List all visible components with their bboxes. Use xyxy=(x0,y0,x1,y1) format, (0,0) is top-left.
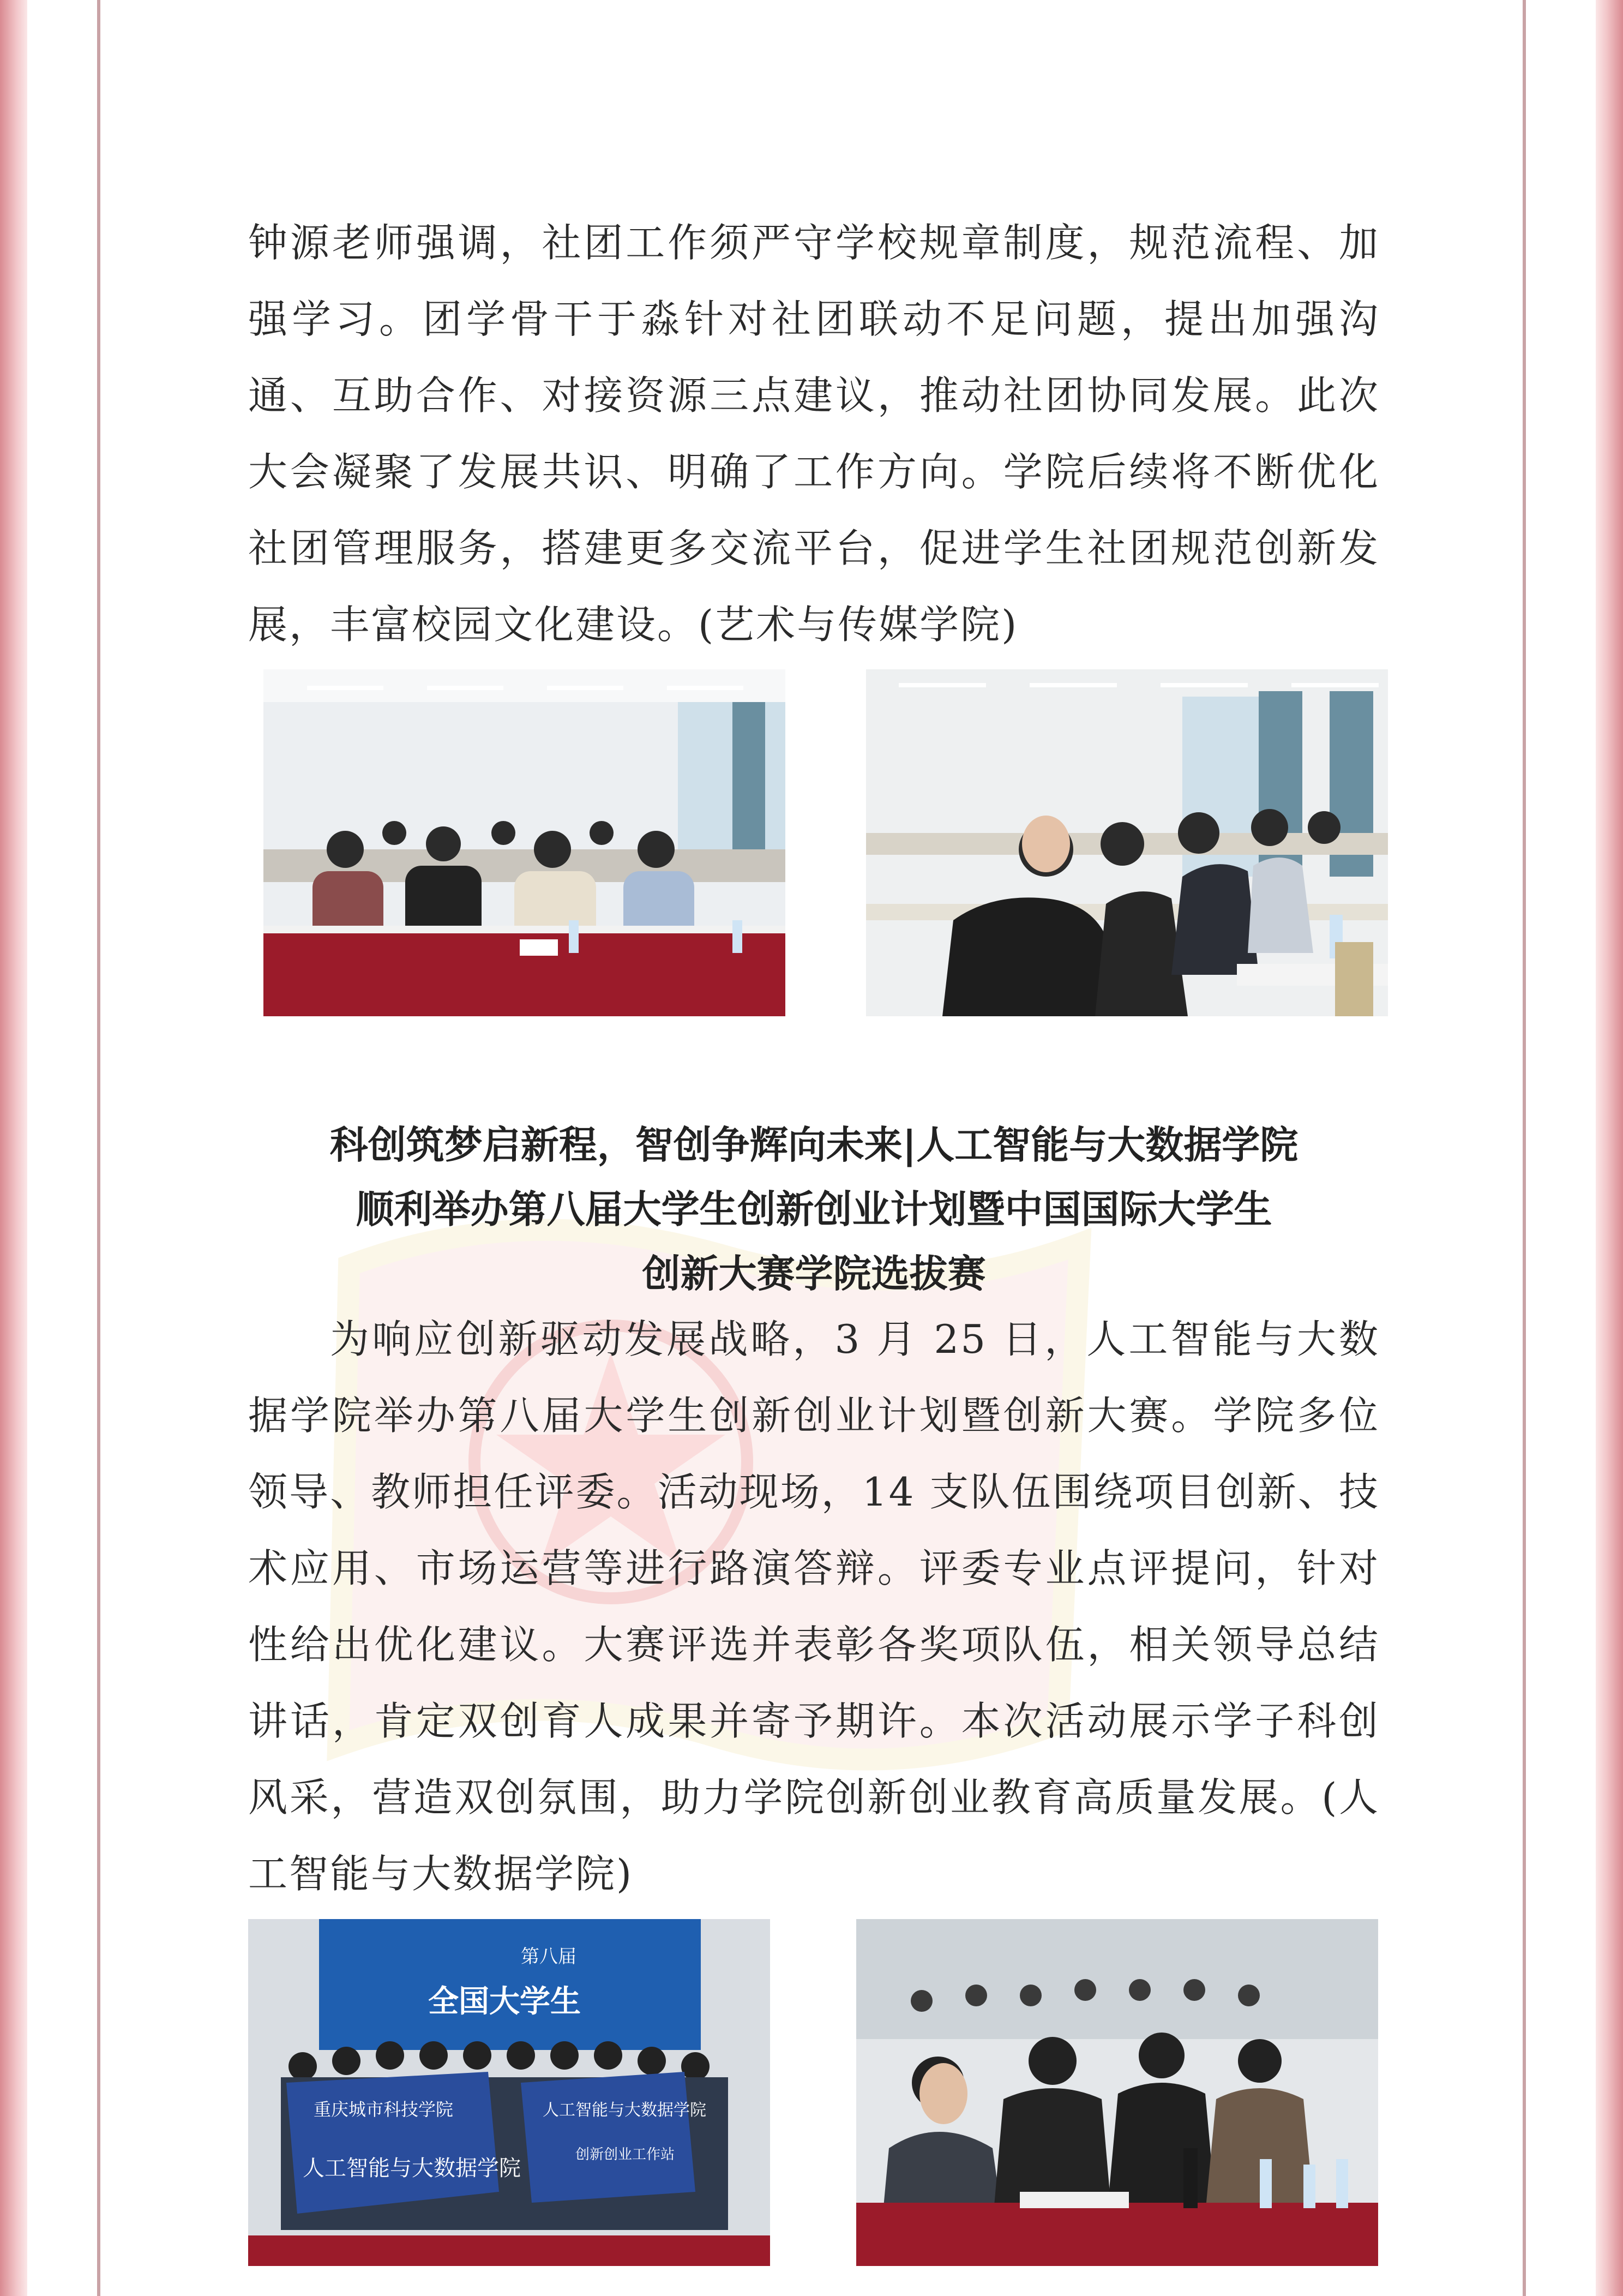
right-decorative-border xyxy=(1596,0,1623,2296)
banner-dept-text-2: 人工智能与大数据学院 xyxy=(543,2101,706,2120)
banner-office-text: 创新创业工作站 xyxy=(575,2147,675,2163)
headline-line-1: 科创筑梦启新程，智创争辉向未来|人工智能与大数据学院 xyxy=(329,1123,1299,1167)
article1-body: 钟源老师强调，社团工作须严守学校规章制度，规范流程、加强学习。团学骨干于淼针对社团联动不足问题，提出加强沟通、互助合作、对接资源三点建议，推动社团协同发展。此次大会凝聚了发展共识、明确了工作方向。学院后续将不断优化社团管理服务，搭建更多交流平台，促进学生社团规范创新发展，丰富校园文化建设。(艺术与传媒学院) xyxy=(248,220,1380,648)
banner-college-text: 重庆城市科技学院 xyxy=(314,2099,454,2120)
left-border-line xyxy=(97,0,100,2296)
screen-tag-text: 第八届 xyxy=(521,1946,576,1968)
meeting-photo-front-view xyxy=(263,669,785,1016)
article2-headline xyxy=(248,1113,1380,1306)
meeting-photo-side-view xyxy=(866,669,1388,1016)
right-border-line xyxy=(1523,0,1526,2296)
headline-line-2: 顺利举办第八届大学生创新创业计划暨中国国际大学生 xyxy=(356,1187,1272,1232)
headline-line-3: 创新大赛学院选拔赛 xyxy=(642,1251,986,1296)
screen-title-text: 全国大学生 xyxy=(428,1984,581,2019)
judges-photo xyxy=(856,1919,1378,2266)
competition-group-photo xyxy=(248,1919,770,2266)
left-decorative-border xyxy=(0,0,27,2296)
banner-dept-text: 人工智能与大数据学院 xyxy=(303,2156,521,2181)
article2-body: 为响应创新驱动发展战略，3 月 25 日，人工智能与大数据学院举办第八届大学生创新创业计划暨创新大赛。学院多位领导、教师担任评委。活动现场，14 支队伍围绕项目创新、技术应用、市场运营等进行路演答辩。评委专业点评提问，针对性给出优化建议。大赛评选并表彰各奖项队伍，相关领导总结讲话，肯定双创育人成果并寄予期许。本次活动展示学子科创风采，营造双创氛围，助力学院创新创业教育高质量发展。(人工智能与大数据学院) xyxy=(248,1316,1380,1897)
